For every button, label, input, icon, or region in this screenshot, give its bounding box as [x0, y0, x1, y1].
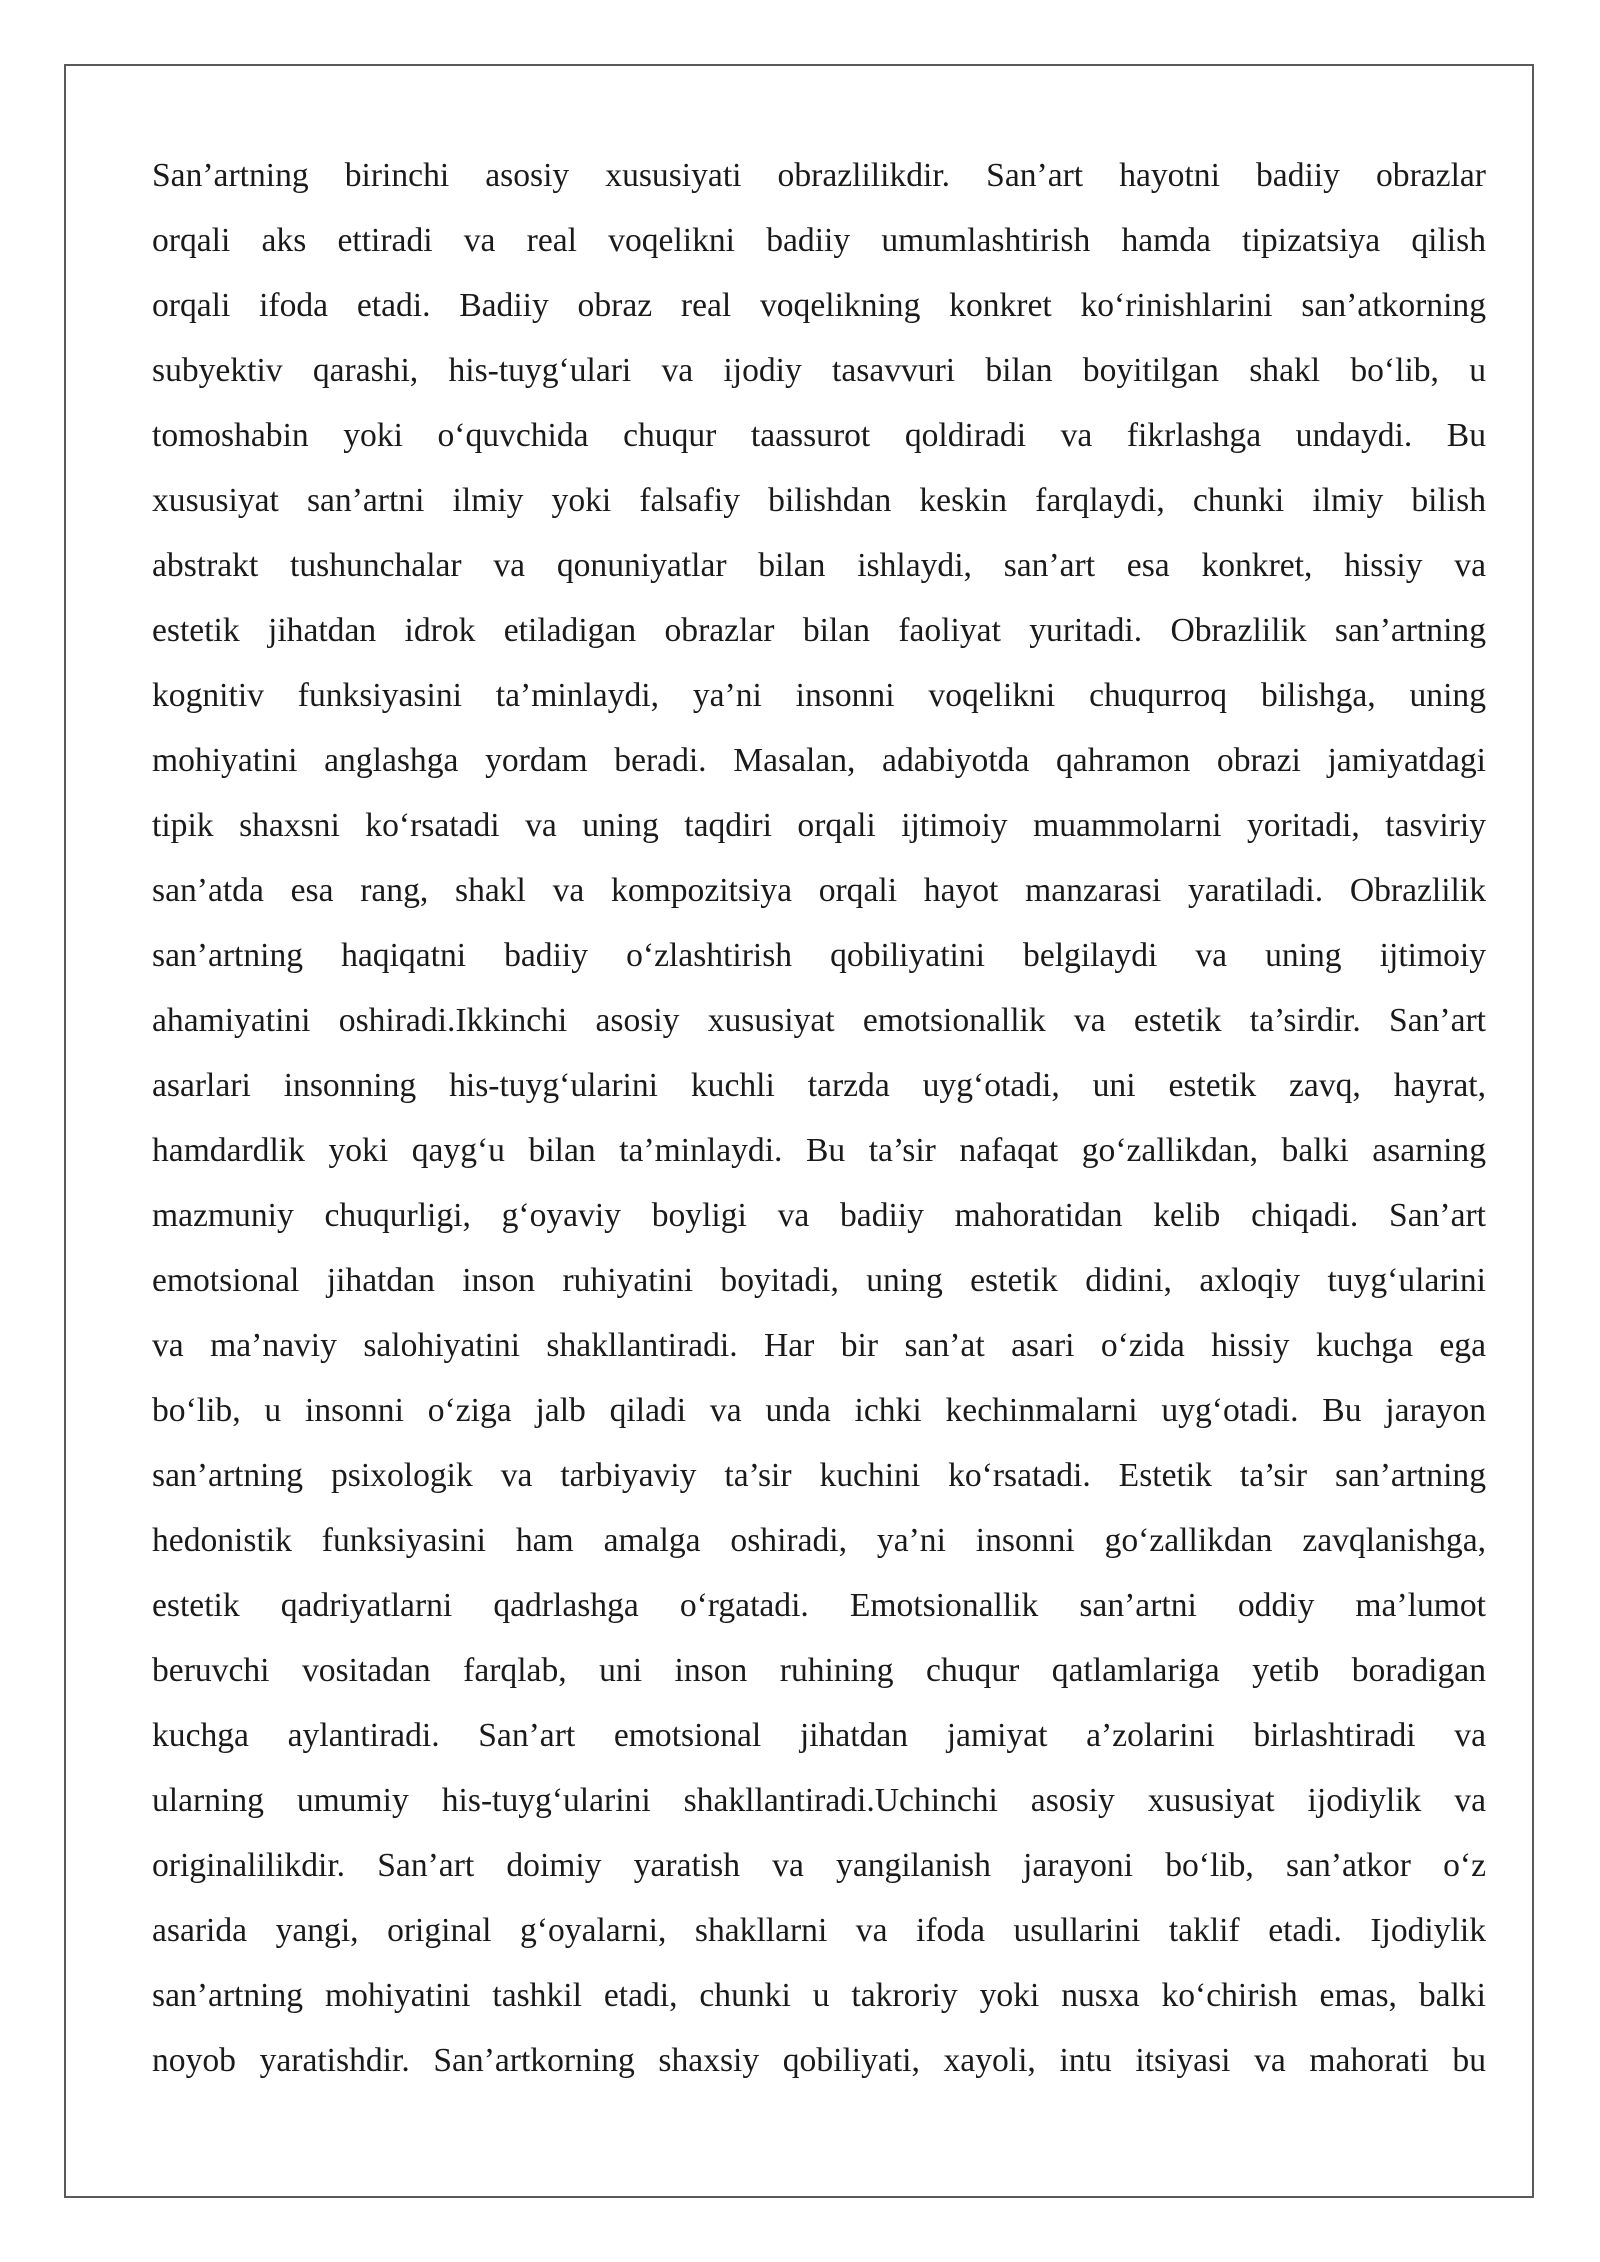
- text-line: estetik qadriyatlarni qadrlashga oʻrgatadi. Emotsionallik san’artni oddiy ma’lumot: [152, 1587, 1486, 1624]
- text-line: ularning umumiy his-tuygʻularini shakllantiradi.Uchinchi asosiy xususiyat ijodiylik va: [152, 1782, 1486, 1819]
- text-line: hamdardlik yoki qaygʻu bilan ta’minlaydi. Bu ta’sir nafaqat goʻzallikdan, balki asarning: [152, 1132, 1486, 1169]
- text-line: beruvchi vositadan farqlab, uni inson ruhining chuqur qatlamlariga yetib boradigan: [152, 1652, 1486, 1689]
- text-line: ahamiyatini oshiradi.Ikkinchi asosiy xususiyat emotsionallik va estetik ta’sirdir. San’art: [152, 1002, 1486, 1039]
- text-line: mazmuniy chuqurligi, gʻoyaviy boyligi va badiiy mahoratidan kelib chiqadi. San’art: [152, 1197, 1486, 1234]
- text-line: mohiyatini anglashga yordam beradi. Masalan, adabiyotda qahramon obrazi jamiyatdagi: [152, 742, 1486, 779]
- text-line: hedonistik funksiyasini ham amalga oshiradi, ya’ni insonni goʻzallikdan zavqlanishga,: [152, 1522, 1486, 1559]
- text-line: emotsional jihatdan inson ruhiyatini boyitadi, uning estetik didini, axloqiy tuygʻularini: [152, 1262, 1486, 1299]
- text-line: subyektiv qarashi, his-tuygʻulari va ijodiy tasavvuri bilan boyitilgan shakl boʻlib, u: [152, 352, 1486, 389]
- text-line: abstrakt tushunchalar va qonuniyatlar bilan ishlaydi, san’art esa konkret, hissiy va: [152, 547, 1486, 584]
- text-line: boʻlib, u insonni oʻziga jalb qiladi va unda ichki kechinmalarni uygʻotadi. Bu jarayon: [152, 1392, 1486, 1429]
- text-line: originalilikdir. San’art doimiy yaratish va yangilanish jarayoni boʻlib, san’atkor oʻz: [152, 1847, 1486, 1884]
- text-line: san’artning mohiyatini tashkil etadi, chunki u takroriy yoki nusxa koʻchirish emas, balki: [152, 1977, 1486, 2014]
- text-line: kognitiv funksiyasini ta’minlaydi, ya’ni insonni voqelikni chuqurroq bilishga, uning: [152, 677, 1486, 714]
- text-line: San’artning birinchi asosiy xususiyati obrazlilikdir. San’art hayotni badiiy obrazlar: [152, 157, 1486, 194]
- text-line: kuchga aylantiradi. San’art emotsional jihatdan jamiyat a’zolarini birlashtiradi va: [152, 1717, 1486, 1754]
- text-line: asarlari insonning his-tuygʻularini kuchli tarzda uygʻotadi, uni estetik zavq, hayrat,: [152, 1067, 1486, 1104]
- body-text: [152, 143, 1486, 2093]
- text-line: san’artning haqiqatni badiiy oʻzlashtirish qobiliyatini belgilaydi va uning ijtimoiy: [152, 937, 1486, 974]
- text-line: orqali aks ettiradi va real voqelikni badiiy umumlashtirish hamda tipizatsiya qilish: [152, 222, 1486, 259]
- text-line: san’artning psixologik va tarbiyaviy ta’sir kuchini koʻrsatadi. Estetik ta’sir san’artning: [152, 1457, 1486, 1494]
- text-line: va ma’naviy salohiyatini shakllantiradi. Har bir san’at asari oʻzida hissiy kuchga ega: [152, 1327, 1486, 1364]
- text-line: xususiyat san’artni ilmiy yoki falsafiy bilishdan keskin farqlaydi, chunki ilmiy bilish: [152, 482, 1486, 519]
- text-line: tipik shaxsni koʻrsatadi va uning taqdiri orqali ijtimoiy muammolarni yoritadi, tasviriy: [152, 807, 1486, 844]
- text-line: asarida yangi, original gʻoyalarni, shakllarni va ifoda usullarini taklif etadi. Ijodiylik: [152, 1912, 1486, 1949]
- text-line: estetik jihatdan idrok etiladigan obrazlar bilan faoliyat yuritadi. Obrazlilik san’artning: [152, 612, 1486, 649]
- text-line: tomoshabin yoki oʻquvchida chuqur taassurot qoldiradi va fikrlashga undaydi. Bu: [152, 417, 1486, 454]
- text-line: orqali ifoda etadi. Badiiy obraz real voqelikning konkret koʻrinishlarini san’atkorning: [152, 287, 1486, 324]
- text-line: san’atda esa rang, shakl va kompozitsiya orqali hayot manzarasi yaratiladi. Obrazlilik: [152, 872, 1486, 909]
- text-line: noyob yaratishdir. San’artkorning shaxsiy qobiliyati, xayoli, intu itsiyasi va mahorati bu: [152, 2042, 1486, 2079]
